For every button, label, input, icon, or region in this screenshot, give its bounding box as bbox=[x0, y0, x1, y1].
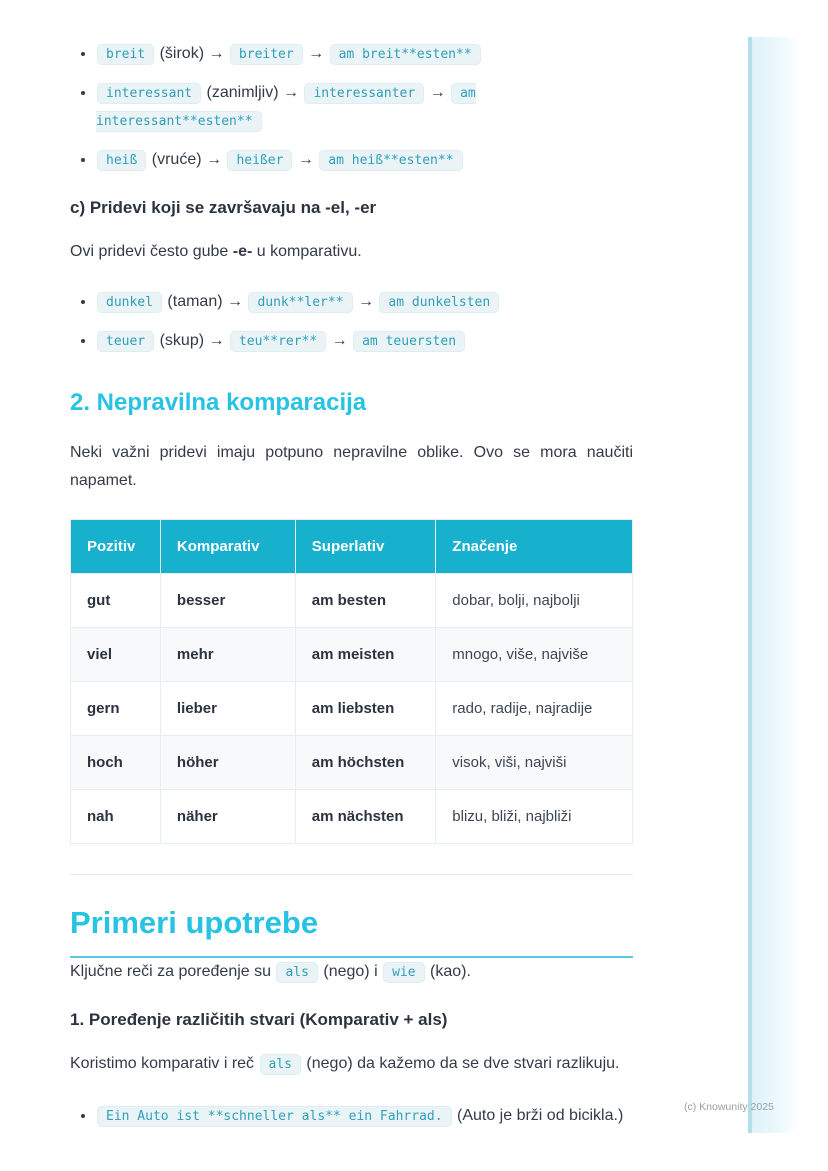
table-cell: viel bbox=[71, 628, 161, 682]
table-header-cell: Pozitiv bbox=[71, 520, 161, 574]
code-chip: dunk**ler** bbox=[248, 292, 352, 313]
code-chip: am breit**esten** bbox=[330, 44, 481, 65]
list-item-text: (vruće) → bbox=[147, 151, 227, 168]
section-heading-nepravilna: 2. Nepravilna komparacija bbox=[70, 389, 367, 416]
page-edge-bar bbox=[748, 37, 800, 1133]
list-item bbox=[96, 79, 633, 135]
table-cell: am höchsten bbox=[295, 736, 436, 790]
subsection-heading-el-er: c) Pridevi koji se završavaju na -el, -er bbox=[70, 198, 377, 217]
table-cell: rado, radije, najradije bbox=[436, 682, 633, 736]
code-chip: am teuersten bbox=[353, 331, 465, 352]
table-cell: dobar, bolji, najbolji bbox=[436, 574, 633, 628]
arrow-text: → bbox=[303, 45, 329, 62]
paragraph-text: Koristimo komparativ i reč bbox=[70, 1055, 259, 1072]
code-chip: breiter bbox=[230, 44, 303, 65]
esten-examples-list bbox=[70, 40, 633, 174]
table-cell: am meisten bbox=[295, 628, 436, 682]
code-chip: heiß bbox=[97, 150, 146, 171]
code-chip: am dunkelsten bbox=[379, 292, 499, 313]
document-page bbox=[70, 40, 633, 1141]
table-cell: lieber bbox=[160, 682, 295, 736]
code-chip: Ein Auto ist **schneller als** ein Fahrrad. bbox=[97, 1106, 452, 1127]
table-header-cell: Superlativ bbox=[295, 520, 436, 574]
table-header bbox=[71, 520, 633, 574]
paragraph-text: Ovi pridevi često gube bbox=[70, 243, 233, 260]
list-item-text: (zanimljiv) → bbox=[202, 84, 304, 101]
arrow-text: → bbox=[353, 293, 379, 310]
table-row bbox=[71, 682, 633, 736]
list-item-text: (Auto je brži od bicikla.) bbox=[452, 1107, 624, 1124]
paragraph bbox=[70, 958, 633, 986]
code-chip: am interessant**esten** bbox=[96, 83, 476, 132]
usage-example-list bbox=[70, 1102, 633, 1130]
table-cell: mehr bbox=[160, 628, 295, 682]
list-item-text: (širok) → bbox=[155, 45, 229, 62]
comparison-table bbox=[70, 519, 633, 844]
code-chip: am heiß**esten** bbox=[319, 150, 462, 171]
paragraph bbox=[70, 1050, 633, 1078]
list-item bbox=[96, 1102, 633, 1130]
table-header-cell: Komparativ bbox=[160, 520, 295, 574]
table-header-row bbox=[71, 520, 633, 574]
table-cell: gern bbox=[71, 682, 161, 736]
table-row bbox=[71, 790, 633, 844]
arrow-text: → bbox=[425, 84, 451, 101]
el-er-examples-list bbox=[70, 288, 633, 355]
table-body bbox=[71, 574, 633, 844]
table-row bbox=[71, 628, 633, 682]
list-item bbox=[96, 327, 633, 355]
table-cell: höher bbox=[160, 736, 295, 790]
table-cell: blizu, bliži, najbliži bbox=[436, 790, 633, 844]
table-cell: am liebsten bbox=[295, 682, 436, 736]
bold-text: -e- bbox=[232, 243, 253, 260]
table-cell: mnogo, više, najviše bbox=[436, 628, 633, 682]
list-item bbox=[96, 288, 633, 316]
code-chip: wie bbox=[383, 962, 424, 983]
code-chip: dunkel bbox=[97, 292, 162, 313]
arrow-text: → bbox=[293, 151, 319, 168]
list-item-text: (skup) → bbox=[155, 332, 229, 349]
table-cell: gut bbox=[71, 574, 161, 628]
table-cell: nah bbox=[71, 790, 161, 844]
watermark-text: (c) Knowunity 2025 bbox=[684, 1101, 774, 1113]
paragraph bbox=[70, 238, 633, 266]
table-row bbox=[71, 736, 633, 790]
code-chip: interessanter bbox=[304, 83, 424, 104]
arrow-text: → bbox=[327, 332, 353, 349]
table-cell: hoch bbox=[71, 736, 161, 790]
paragraph-text: (nego) da kažemo da se dve stvari razlikuju. bbox=[301, 1055, 620, 1072]
paragraph-text: (nego) i bbox=[318, 963, 383, 980]
paragraph: Neki važni pridevi imaju potpuno nepravilne oblike. Ovo se mora naučiti napamet. bbox=[70, 444, 633, 489]
code-chip: teu**rer** bbox=[230, 331, 326, 352]
code-chip: interessant bbox=[97, 83, 201, 104]
subsection-heading-poredjenje: 1. Poređenje različitih stvari (Komparativ + als) bbox=[70, 1010, 448, 1029]
table-header-cell: Značenje bbox=[436, 520, 633, 574]
table-row bbox=[71, 574, 633, 628]
list-item bbox=[96, 40, 633, 68]
list-item-text: (taman) → bbox=[162, 293, 248, 310]
code-chip: als bbox=[276, 962, 317, 983]
paragraph-text: Ključne reči za poređenje su bbox=[70, 963, 276, 980]
code-chip: als bbox=[260, 1054, 301, 1075]
list-item bbox=[96, 146, 633, 174]
code-chip: breit bbox=[97, 44, 154, 65]
table-cell: visok, viši, najviši bbox=[436, 736, 633, 790]
table-cell: besser bbox=[160, 574, 295, 628]
code-chip: heißer bbox=[227, 150, 292, 171]
paragraph-text: u komparativu. bbox=[252, 243, 362, 260]
table-cell: am nächsten bbox=[295, 790, 436, 844]
page-title-primeri-upotrebe: Primeri upotrebe bbox=[70, 905, 633, 958]
code-chip: teuer bbox=[97, 331, 154, 352]
table-cell: näher bbox=[160, 790, 295, 844]
table-cell: am besten bbox=[295, 574, 436, 628]
paragraph-text: (kao). bbox=[425, 963, 471, 980]
section-divider bbox=[70, 874, 633, 875]
